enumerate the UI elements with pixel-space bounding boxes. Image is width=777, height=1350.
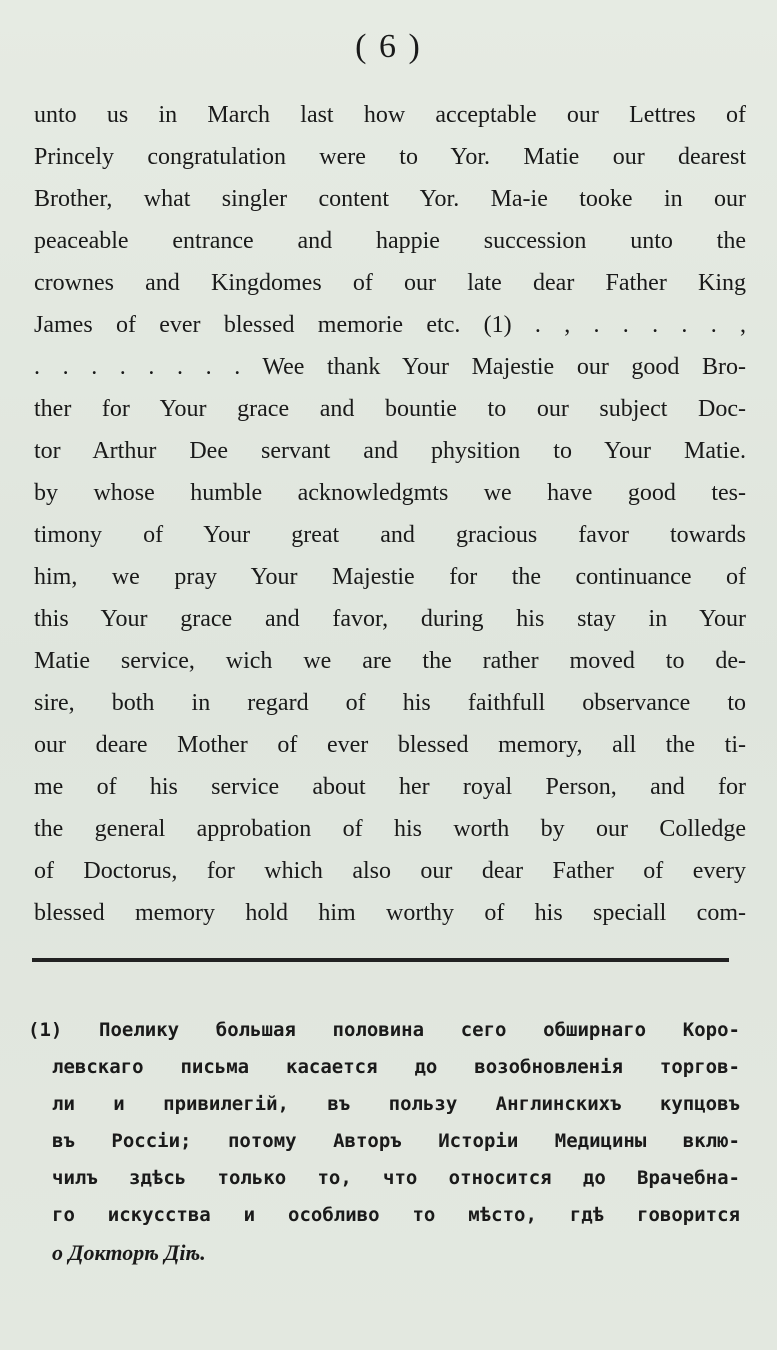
footnote bbox=[28, 1012, 740, 1271]
body-line: him, we pray Your Majestie for the continuance of bbox=[34, 564, 746, 590]
body-line: Brother, what singler content Yor. Ma-ie tooke in our bbox=[34, 186, 746, 212]
page-number: ( 6 ) bbox=[355, 28, 422, 65]
footnote-line: го искусства и особливо то мѣсто, гдѣ говорится bbox=[52, 1204, 740, 1226]
body-line: ther for Your grace and bountie to our subject Doc- bbox=[34, 396, 746, 422]
footnote-line: (1) Поелику большая половина сего обширнаго Коро- bbox=[28, 1019, 740, 1041]
footnote-divider bbox=[32, 958, 729, 962]
body-line: timony of Your great and gracious favor towards bbox=[34, 522, 746, 548]
body-line: tor Arthur Dee servant and physition to Your Matie. bbox=[34, 438, 746, 464]
body-line: blessed memory hold him worthy of his speciall com- bbox=[34, 900, 746, 926]
body-line: by whose humble acknowledgmts we have good tes- bbox=[34, 480, 746, 506]
body-line: this Your grace and favor, during his stay in Your bbox=[34, 606, 746, 632]
body-line: our deare Mother of ever blessed memory, all the ti- bbox=[34, 732, 746, 758]
body-line: unto us in March last how acceptable our Lettres of bbox=[34, 102, 746, 128]
body-line: of Doctorus, for which also our dear Father of every bbox=[34, 858, 746, 884]
footnote-line: чилъ здѣсь только то, что относится до Врачебна- bbox=[52, 1167, 740, 1189]
footnote-line: въ Россіи; потому Авторъ Исторіи Медицины вклю- bbox=[52, 1130, 740, 1152]
body-line: the general approbation of his worth by our Colledge bbox=[34, 816, 746, 842]
footnote-line: левскаго письма касается до возобновленія торгов- bbox=[52, 1056, 740, 1078]
body-line: peaceable entrance and happie succession unto the bbox=[34, 228, 746, 254]
body-text bbox=[34, 94, 746, 934]
body-line: me of his service about her royal Person, and for bbox=[34, 774, 746, 800]
body-line: sire, both in regard of his faithfull observance to bbox=[34, 690, 746, 716]
body-line: Princely congratulation were to Yor. Matie our dearest bbox=[34, 144, 746, 170]
body-line: crownes and Kingdomes of our late dear Father King bbox=[34, 270, 746, 296]
body-line: James of ever blessed memorie etc. (1) . , . . . . . , bbox=[34, 312, 746, 338]
footnote-line: о Докторѣ Діѣ. bbox=[52, 1240, 206, 1265]
body-line: Matie service, wich we are the rather moved to de- bbox=[34, 648, 746, 674]
body-line: . . . . . . . . Wee thank Your Majestie our good Bro- bbox=[34, 354, 746, 380]
footnote-line: ли и привилегій, въ пользу Англинскихъ купцовъ bbox=[52, 1093, 740, 1115]
